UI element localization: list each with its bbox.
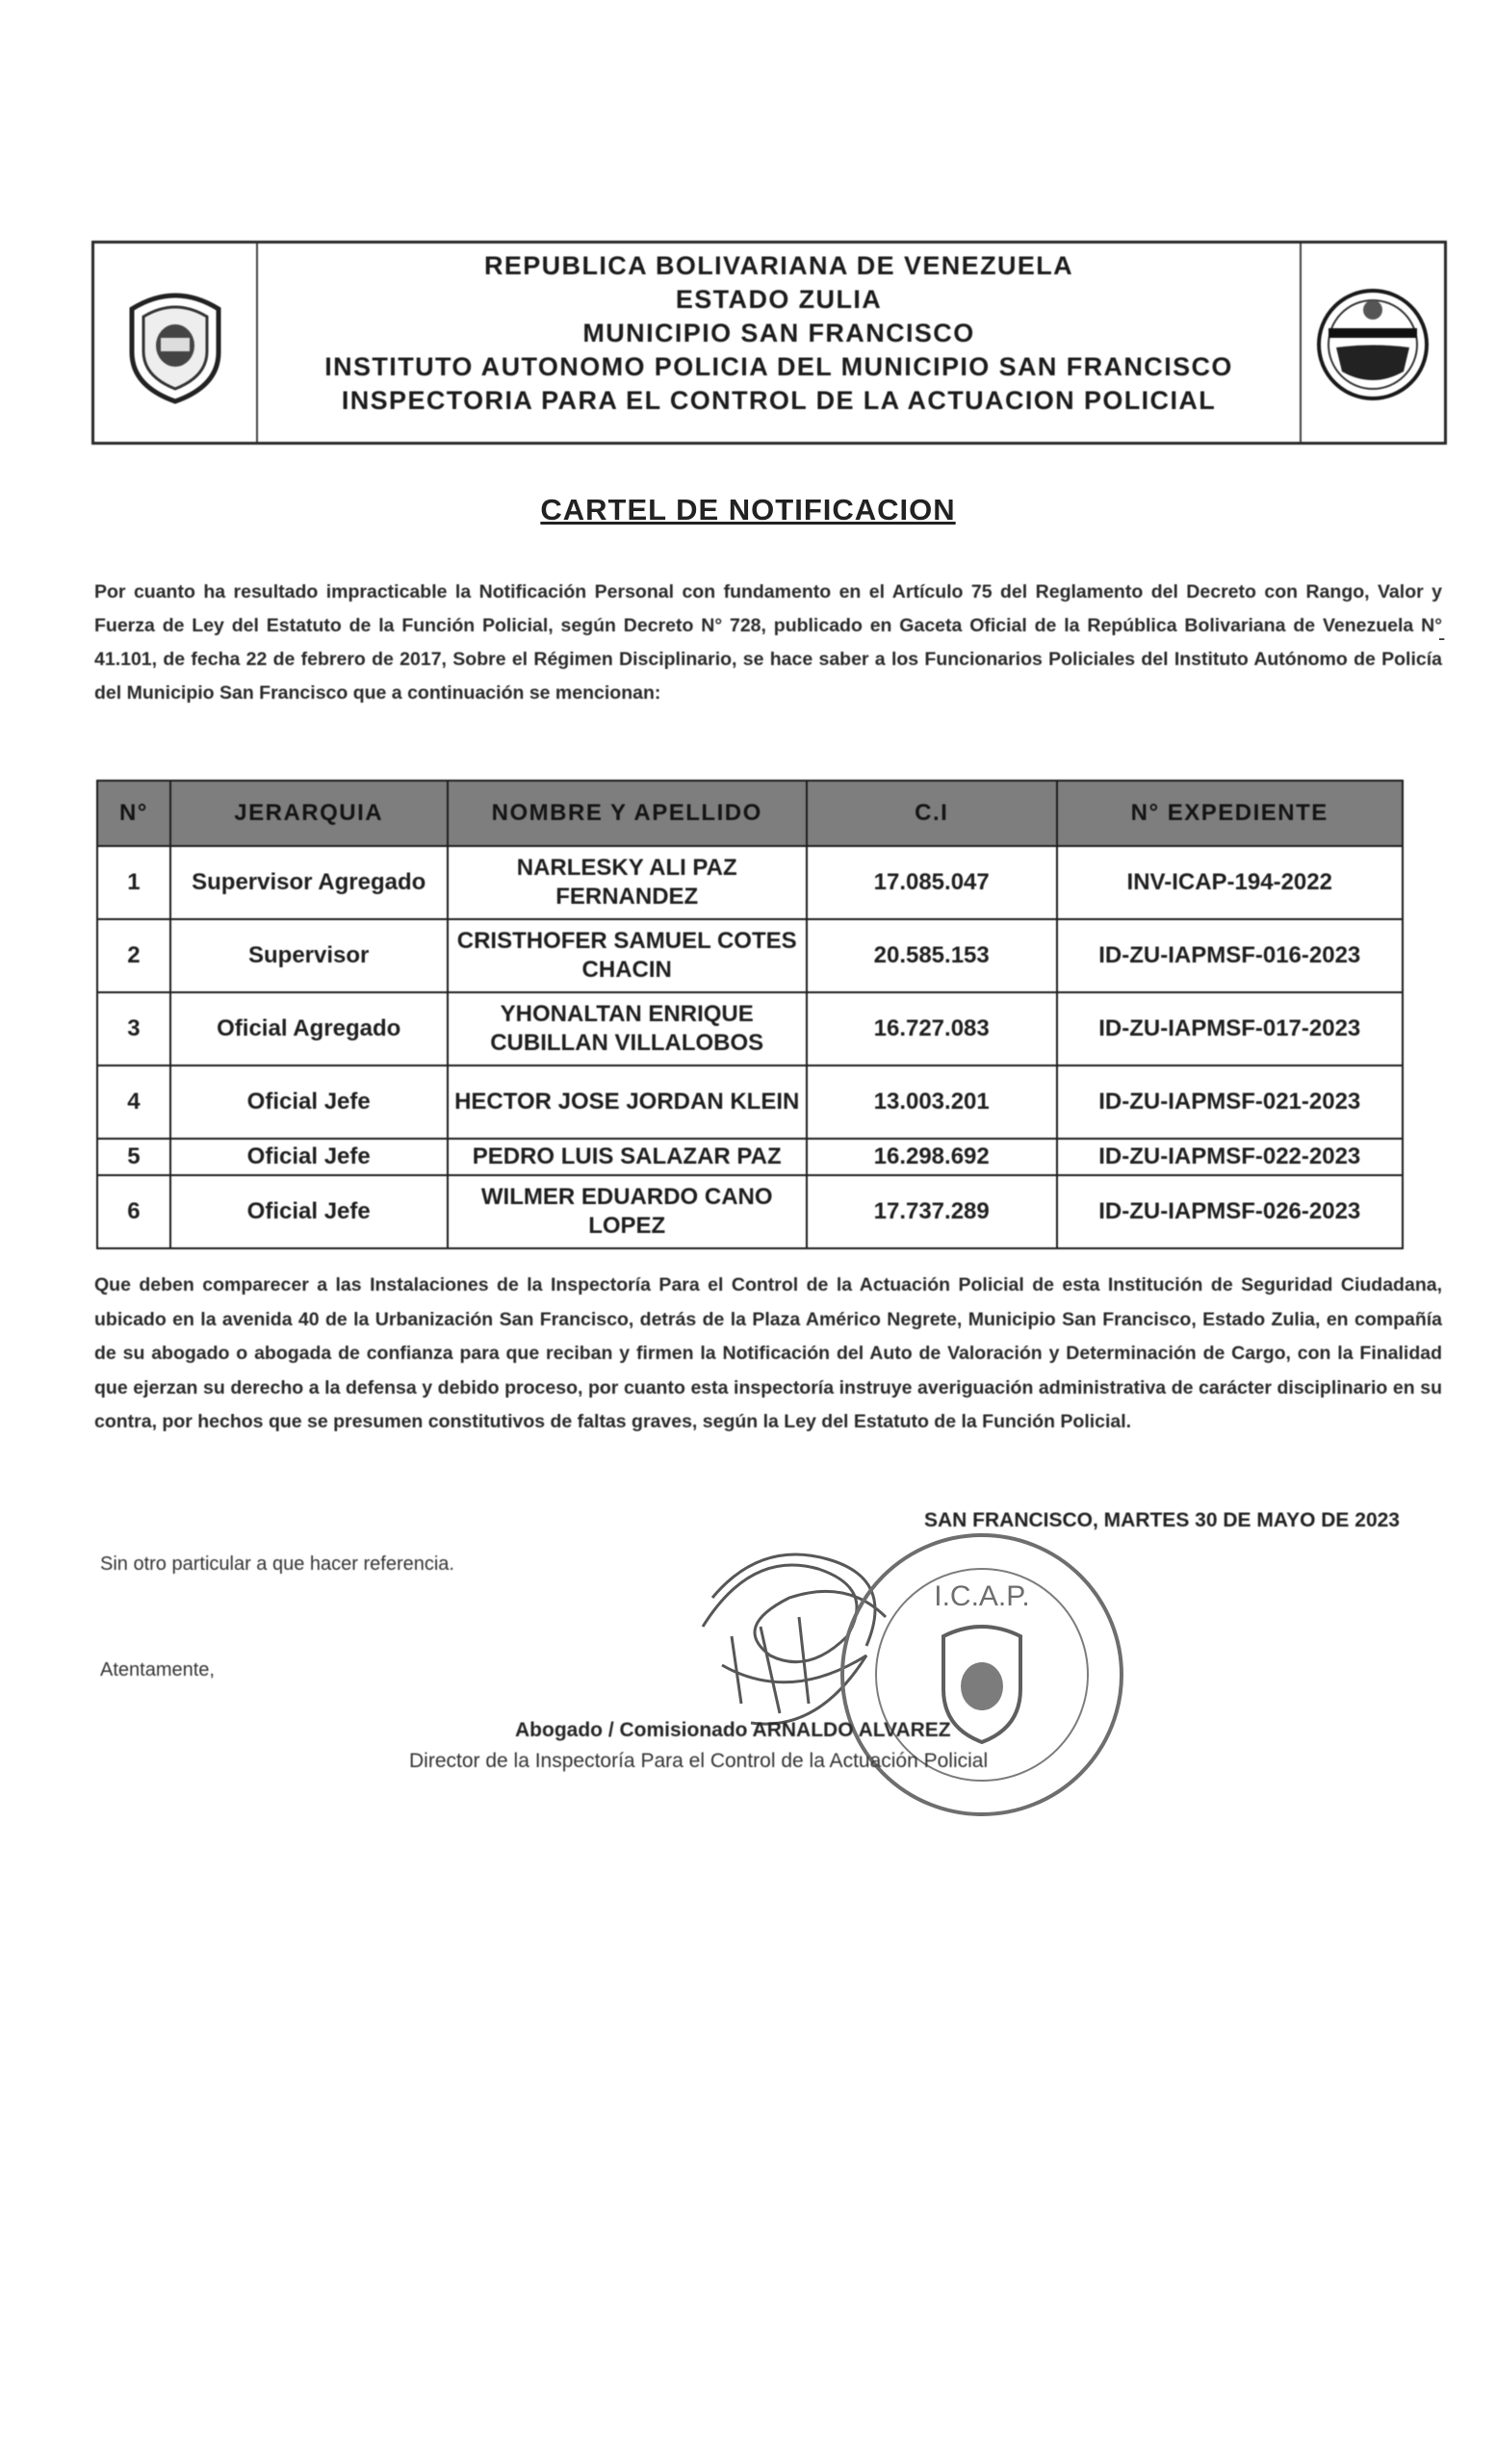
right-logo-cell [1300, 244, 1444, 442]
cell-file: INV-ICAP-194-2022 [1057, 846, 1404, 919]
cell-file: ID-ZU-IAPMSF-026-2023 [1057, 1175, 1404, 1248]
intro-paragraph: Por cuanto ha resultado impracticable la Notificación Personal con fundamento en el Artículo 75 del Reglamento del Decreto con Rango, Valor y Fuerza de Ley del Estatuto de la Función Policial, según Decreto N° 728, publicado en Gaceta Oficial de la República Bolivariana de Venezuela N° 41.101, de fecha 22 de febrero de 2017, Sobre el Régimen Disciplinario, se hace saber a los Funcionarios Policiales del Instituto Autónomo de Policía del Municipio San Francisco que a continuación se mencionan: [94, 581, 1442, 704]
cell-rank: Oficial Jefe [170, 1139, 448, 1175]
signature-scribble [703, 1554, 886, 1724]
table-header-row [97, 781, 1403, 846]
cell-name: HECTOR JOSE JORDAN KLEIN [448, 1065, 807, 1139]
signature-title: Director de la Inspectoría Para el Control de la Actuación Policial [409, 1750, 989, 1772]
header-institute: INSTITUTO AUTONOMO POLICIA DEL MUNICIPIO SAN FRANCISCO [324, 352, 1233, 381]
cell-rank: Oficial Jefe [170, 1065, 448, 1139]
seal-and-signature [674, 1511, 1136, 1838]
table-row [97, 846, 1403, 919]
header-name: NOMBRE Y APELLIDO [448, 781, 807, 846]
table-row [97, 992, 1403, 1065]
cell-name: PEDRO LUIS SALAZAR PAZ [448, 1139, 807, 1175]
cell-id: 17.737.289 [807, 1175, 1057, 1248]
header-number: N° [97, 781, 170, 846]
cell-number: 6 [97, 1175, 170, 1248]
header-id: C.I [807, 781, 1057, 846]
signature-name: Abogado / Comisionado ARNALDO ALVAREZ [515, 1719, 951, 1741]
cell-id: 20.585.153 [807, 919, 1057, 992]
header-municipality: MUNICIPIO SAN FRANCISCO [582, 319, 975, 347]
cell-number: 2 [97, 919, 170, 992]
letterhead-text [258, 249, 1300, 418]
left-logo-cell [94, 244, 258, 442]
cell-rank: Oficial Jefe [170, 1175, 448, 1248]
cell-file: ID-ZU-IAPMSF-022-2023 [1057, 1139, 1404, 1175]
cell-number: 4 [97, 1065, 170, 1139]
greeting-line: Atentamente, [100, 1659, 215, 1681]
page-title: CARTEL DE NOTIFICACION [540, 493, 956, 526]
table-row [97, 1175, 1403, 1248]
date-line: SAN FRANCISCO, MARTES 30 DE MAYO DE 2023 [923, 1509, 1400, 1531]
officers-table [96, 780, 1404, 1249]
table-row [97, 1139, 1403, 1175]
table-row [97, 919, 1403, 992]
cell-number: 1 [97, 846, 170, 919]
table-row [97, 1065, 1403, 1139]
seal-label: I.C.A.P. [934, 1580, 1030, 1612]
cell-file: ID-ZU-IAPMSF-021-2023 [1057, 1065, 1404, 1139]
cell-number: 5 [97, 1139, 170, 1175]
letterhead [91, 241, 1447, 445]
header-republic: REPUBLICA BOLIVARIANA DE VENEZUELA [483, 251, 1074, 280]
header-rank: JERARQUIA [170, 781, 448, 846]
police-shield-logo [122, 280, 228, 405]
cell-rank: Supervisor Agregado [170, 846, 448, 919]
cell-name: WILMER EDUARDO CANO LOPEZ [448, 1175, 807, 1248]
cell-name: CRISTHOFER SAMUEL COTES CHACIN [448, 919, 807, 992]
cell-file: ID-ZU-IAPMSF-016-2023 [1057, 919, 1404, 992]
closing-line: Sin otro particular a que hacer referencia. [100, 1553, 454, 1575]
cell-name: NARLESKY ALI PAZ FERNANDEZ [448, 846, 807, 919]
round-emblem-logo [1315, 275, 1431, 410]
cell-rank: Supervisor [170, 919, 448, 992]
cell-id: 16.298.692 [807, 1139, 1057, 1175]
cell-rank: Oficial Agregado [170, 992, 448, 1065]
cell-id: 13.003.201 [807, 1065, 1057, 1139]
cell-number: 3 [97, 992, 170, 1065]
cell-id: 17.085.047 [807, 846, 1057, 919]
body-paragraph: Que deben comparecer a las Instalaciones de la Inspectoría Para el Control de la Actuación Policial de esta Institución de Seguridad Ciudadana, ubicado en la avenida 40 de la Urbanización San Francisco, detrás de la Plaza Américo Negrete, Municipio San Francisco, Estado Zulia, en compañía de su abogado o abogada de confianza para que reciban y firmen la Notificación del Auto de Valoración y Determinación de Cargo, con la Finalidad que ejerzan su derecho a la defensa y debido proceso, por cuanto esta inspectoría instruye averiguación administrativa de carácter disciplinario en su contra, por hechos que se presumen constitutivos de faltas graves, según la Ley del Estatuto de la Función Policial. [94, 1274, 1442, 1432]
cell-id: 16.727.083 [807, 992, 1057, 1065]
header-state: ESTADO ZULIA [675, 285, 883, 314]
cell-file: ID-ZU-IAPMSF-017-2023 [1057, 992, 1404, 1065]
header-file: N° EXPEDIENTE [1057, 781, 1404, 846]
cell-name: YHONALTAN ENRIQUE CUBILLAN VILLALOBOS [448, 992, 807, 1065]
margin-mark: - [1438, 626, 1446, 650]
header-inspectorate: INSPECTORIA PARA EL CONTROL DE LA ACTUACION POLICIAL [341, 386, 1217, 415]
